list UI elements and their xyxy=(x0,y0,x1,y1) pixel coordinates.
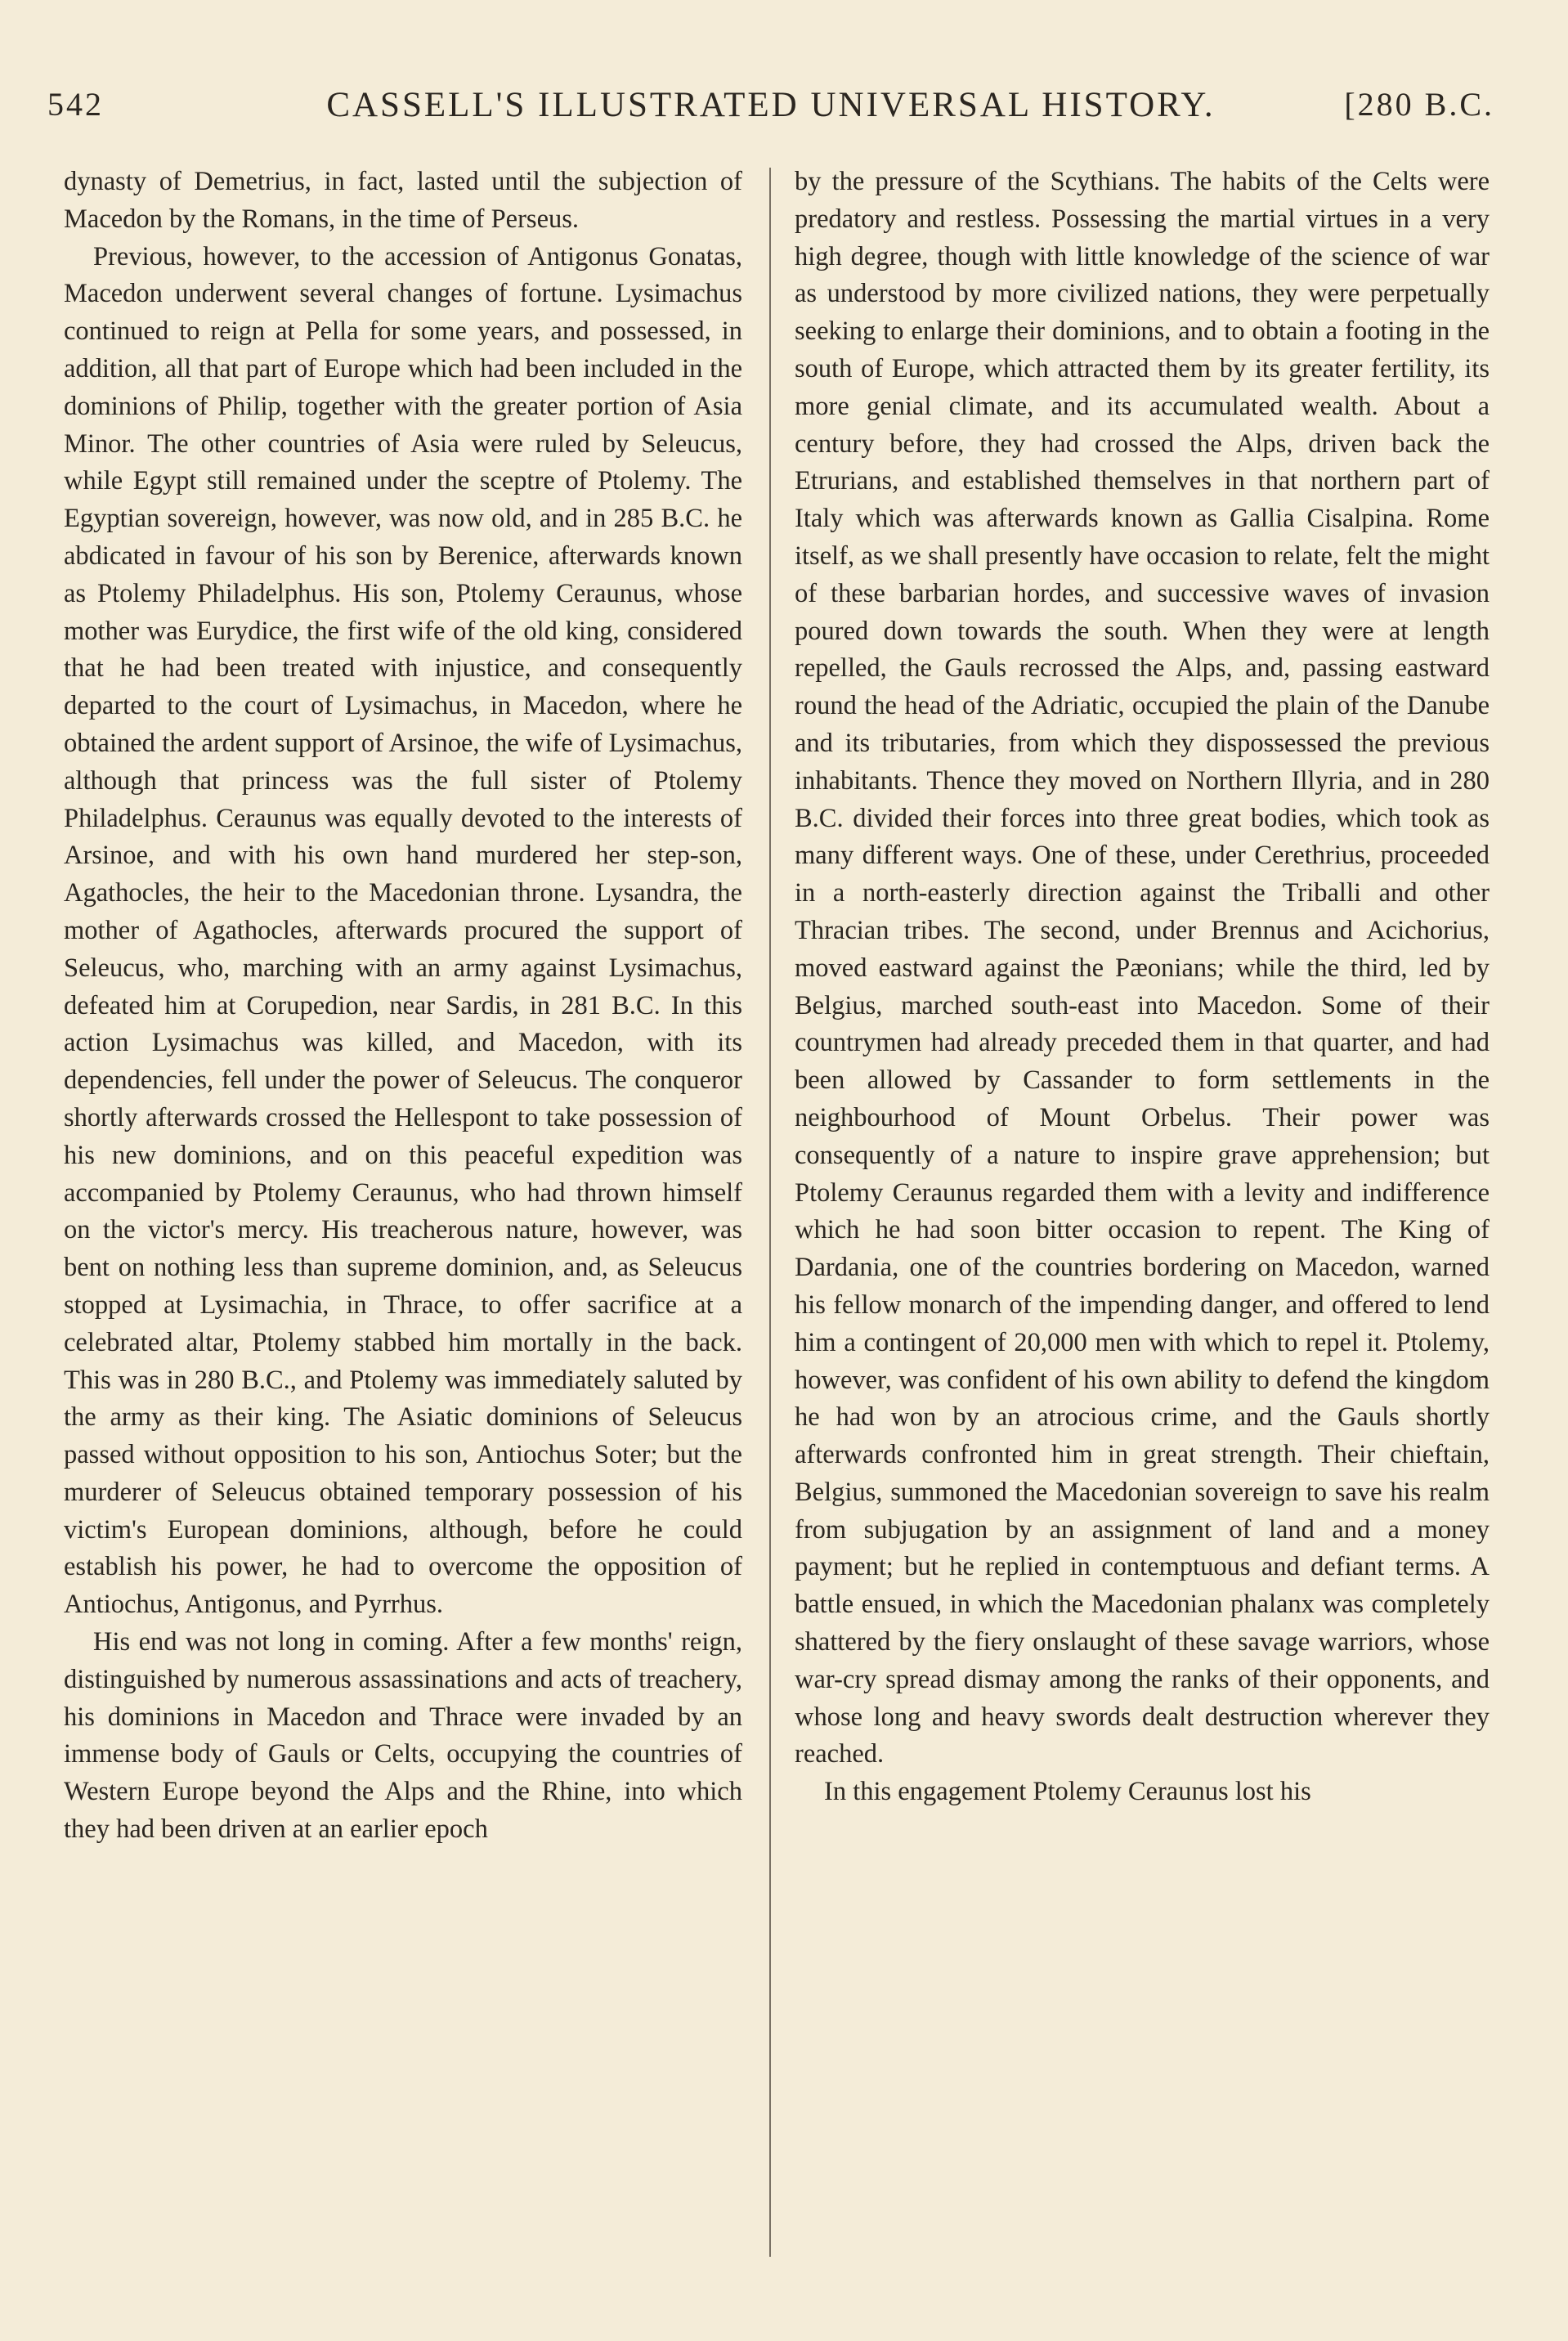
left-column xyxy=(64,164,742,1849)
page-number: 542 xyxy=(47,86,104,123)
date-marker: [280 B.C. xyxy=(1344,86,1494,123)
book-title: CASSELL'S ILLUSTRATED UNIVERSAL HISTORY. xyxy=(326,86,1216,124)
paragraph: dynasty of Demetrius, in fact, lasted until the subjection of Macedon by the Romans, in the time of Perseus. xyxy=(64,167,742,234)
right-column xyxy=(795,164,1490,1811)
paragraph: In this engagement Ptolemy Ceraunus lost his xyxy=(824,1777,1311,1807)
column-divider xyxy=(769,168,771,2257)
running-header xyxy=(47,80,1494,129)
paragraph: His end was not long in coming. After a few months' reign, distinguished by numerous assassinations and acts of treachery, his dominions in Macedon and Thrace were invaded by an immense body of Gauls or Celts, occupying the countries of Western Europe beyond the Alps and the Rhine, into which they had been driven at an earlier epoch xyxy=(64,1627,742,1845)
paragraph: Previous, however, to the accession of Antigonus Gonatas, Macedon underwent several changes of fortune. Lysimachus continued to reign at Pella for some years, and possessed, in addition, all that part of Europe which had been included in the dominions of Philip, together with the greater portion of Asia Minor. The other countries of Asia were ruled by Seleucus, while Egypt still remained under the sceptre of Ptolemy. The Egyptian sovereign, however, was now old, and in 285 B.C. he abdicated in favour of his son by Berenice, afterwards known as Ptolemy Philadelphus. His son, Ptolemy Ceraunus, whose mother was Eurydice, the first wife of the old king, considered that he had been treated with injustice, and consequently departed to the court of Lysimachus, in Macedon, where he obtained the ardent support of Arsinoe, the wife of Lysimachus, although that princess was the full sister of Ptolemy Philadelphus. Ceraunus was equally devoted to the interests of Arsinoe, and with his own hand murdered her step-son, Agathocles, the heir to the Macedonian throne. Lysandra, the mother of Agathocles, afterwards procured the support of Seleucus, who, marching with an army against Lysimachus, defeated him at Corupedion, near Sardis, in 281 B.C. In this action Lysimachus was killed, and Macedon, with its dependencies, fell under the power of Seleucus. The conqueror shortly afterwards crossed the Hellespont to take possession of his new dominions, and on this peaceful expedition was accompanied by Ptolemy Ceraunus, who had thrown himself on the victor's mercy. His treacherous nature, however, was bent on nothing less than supreme dominion, and, as Seleucus stopped at Lysimachia, in Thrace, to offer sacrifice at a celebrated altar, Ptolemy stabbed him mortally in the back. This was in 280 B.C., and Ptolemy was immediately saluted by the army as their king. The Asiatic dominions of Seleucus passed without opposition to his son, Antiochus Soter; but the murderer of Seleucus obtained temporary possession of his victim's European dominions, although, before he could establish his power, he had to overcome the opposition of Antiochus, Antigonus, and Pyrrhus. xyxy=(64,241,742,1620)
paragraph: by the pressure of the Scythians. The habits of the Celts were predatory and restless. Possessing the martial virtues in a very high degree, though with little knowledge of the science of war as understood by more civilized nations, they were perpetually seeking to enlarge their dominions, and to obtain a footing in the south of Europe, which attracted them by its greater fertility, its more genial climate, and its accumulated wealth. About a century before, they had crossed the Alps, driven back the Etrurians, and established themselves in that northern part of Italy which was afterwards known as Gallia Cisalpina. Rome itself, as we shall presently have occasion to relate, felt the might of these barbarian hordes, and successive waves of invasion poured down towards the south. When they were at length repelled, the Gauls recrossed the Alps, and, passing eastward round the head of the Adriatic, occupied the plain of the Danube and its tributaries, from which they dispossessed the previous inhabitants. Thence they moved on Northern Illyria, and in 280 B.C. divided their forces into three great bodies, which took as many different ways. One of these, under Cerethrius, proceeded in a north-easterly direction against the Triballi and other Thracian tribes. The second, under Brennus and Acichorius, moved eastward against the Pæonians; while the third, led by Belgius, marched south-east into Macedon. Some of their countrymen had already preceded them in that quarter, and had been allowed by Cassander to form settlements in the neighbourhood of Mount Orbelus. Their power was consequently of a nature to inspire grave apprehension; but Ptolemy Ceraunus regarded them with a levity and indifference which he had soon bitter occasion to repent. The King of Dardania, one of the countries bordering on Macedon, warned his fellow monarch of the impending danger, and offered to lend him a contingent of 20,000 men with which to repel it. Ptolemy, however, was confident of his own ability to defend the kingdom he had won by an atrocious crime, and the Gauls shortly afterwards confronted him in great strength. Their chieftain, Belgius, summoned the Macedonian sovereign to save his realm from subjugation by an assignment of land and a money payment; but he replied in contemptuous and defiant terms. A battle ensued, in which the Macedonian phalanx was completely shattered by the fiery onslaught of these savage warriors, whose war-cry spread dismay among the ranks of their opponents, and whose long and heavy swords dealt destruction wherever they reached. xyxy=(795,167,1490,1769)
